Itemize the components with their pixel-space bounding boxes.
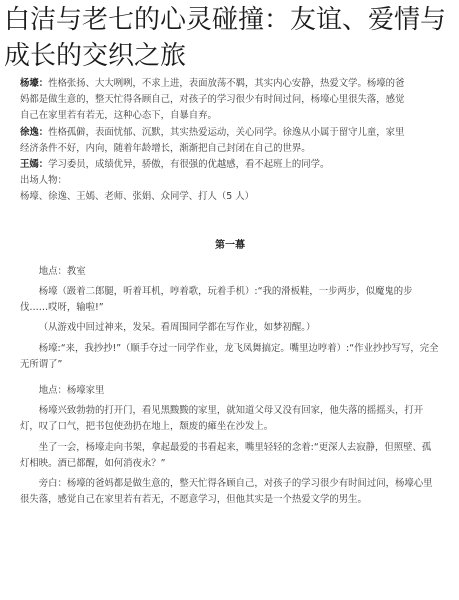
- scene-paragraph: 杨壕（趿着二郎腿，听着耳机，哼着歌，玩着手机）:“我的滑板鞋，一步两步，似魔鬼的步伐……哎呀，输啦!”: [20, 286, 413, 314]
- scene-location: 地点：教室: [38, 265, 86, 277]
- scene-paragraph: 杨壕:“来，我抄抄!”（顺手夺过一同学作业，龙飞凤舞搞定。嘴里边哼着）:“作业抄抄写写，完全无所谓了”: [20, 342, 439, 370]
- scene-paragraph: 坐了一会，杨壕走向书架，拿起最爱的书看起来，嘴里轻轻的念着:“更深人去寂静，但照壁、孤灯相映。酒已都醒，如何消夜永？”: [20, 441, 432, 469]
- character-desc-line: 自己在家里若有若无，这种心态下，自暴自弃。: [20, 110, 217, 122]
- character-name: 杨壕：: [20, 78, 49, 89]
- cast-list: 杨壕、徐逸、王嫣、老师、张娟、众同学、打人（5 人）: [20, 191, 254, 203]
- character-entry-xuyi: [20, 125, 440, 141]
- character-desc-line: 性格张扬、大大咧咧，不求上进，表面放荡不羁，其实内心安静，热爱文学。杨壕的爸: [48, 78, 405, 89]
- character-desc-line: 学习委员，成绩优异，骄傲，有很强的优越感，看不起班上的同学。: [48, 159, 330, 171]
- character-desc-line: 经济条件不好，内向，随着年龄增长，渐渐把自己封闭在自己的世界。: [20, 142, 311, 154]
- scene-location: 地点：杨壕家里: [38, 385, 105, 397]
- character-desc-line: 妈都是做生意的，整天忙得各顾自己，对孩子的学习很少有时间过问，杨壕心里很失落，感觉: [20, 94, 405, 106]
- character-entry-wangyan: [20, 157, 440, 173]
- character-name: 徐逸：: [20, 126, 49, 138]
- character-desc-line: 性格孤僻，表面忧郁、沉默，其实热爱运动，关心同学。徐逸从小属于留守儿童，家里: [48, 126, 405, 138]
- character-name: 王嫣：: [20, 159, 49, 171]
- scene-paragraph: 旁白：杨壕的爸妈都是做生意的，整天忙得各顾自己，对孩子的学习很少有时间过问，杨壕心里很失落，感觉自己在家里若有若无，不愿意学习，但他其实是一个热爱文学的男生。: [20, 478, 433, 506]
- document-body: [20, 76, 440, 508]
- scene-paragraph: 杨壕兴致勃勃的打开门，看见黑黢黢的家里，就知道父母又没有回家，他失落的摇摇头，打开灯，叹了口气，把书包使劲扔在地上，颓废的瘫坐在沙发上。: [20, 405, 424, 433]
- character-entry-yanghao: [20, 76, 440, 92]
- act-heading: 第一幕: [215, 239, 245, 251]
- cast-label: 出场人物：: [20, 175, 67, 187]
- scene-paragraph: （从游戏中回过神来，发呆。看周围同学都在写作业，如梦初醒。）: [38, 322, 316, 334]
- page-title: 白洁与老七的心灵碰撞：友谊、爱情与成长的交织之旅: [4, 5, 447, 71]
